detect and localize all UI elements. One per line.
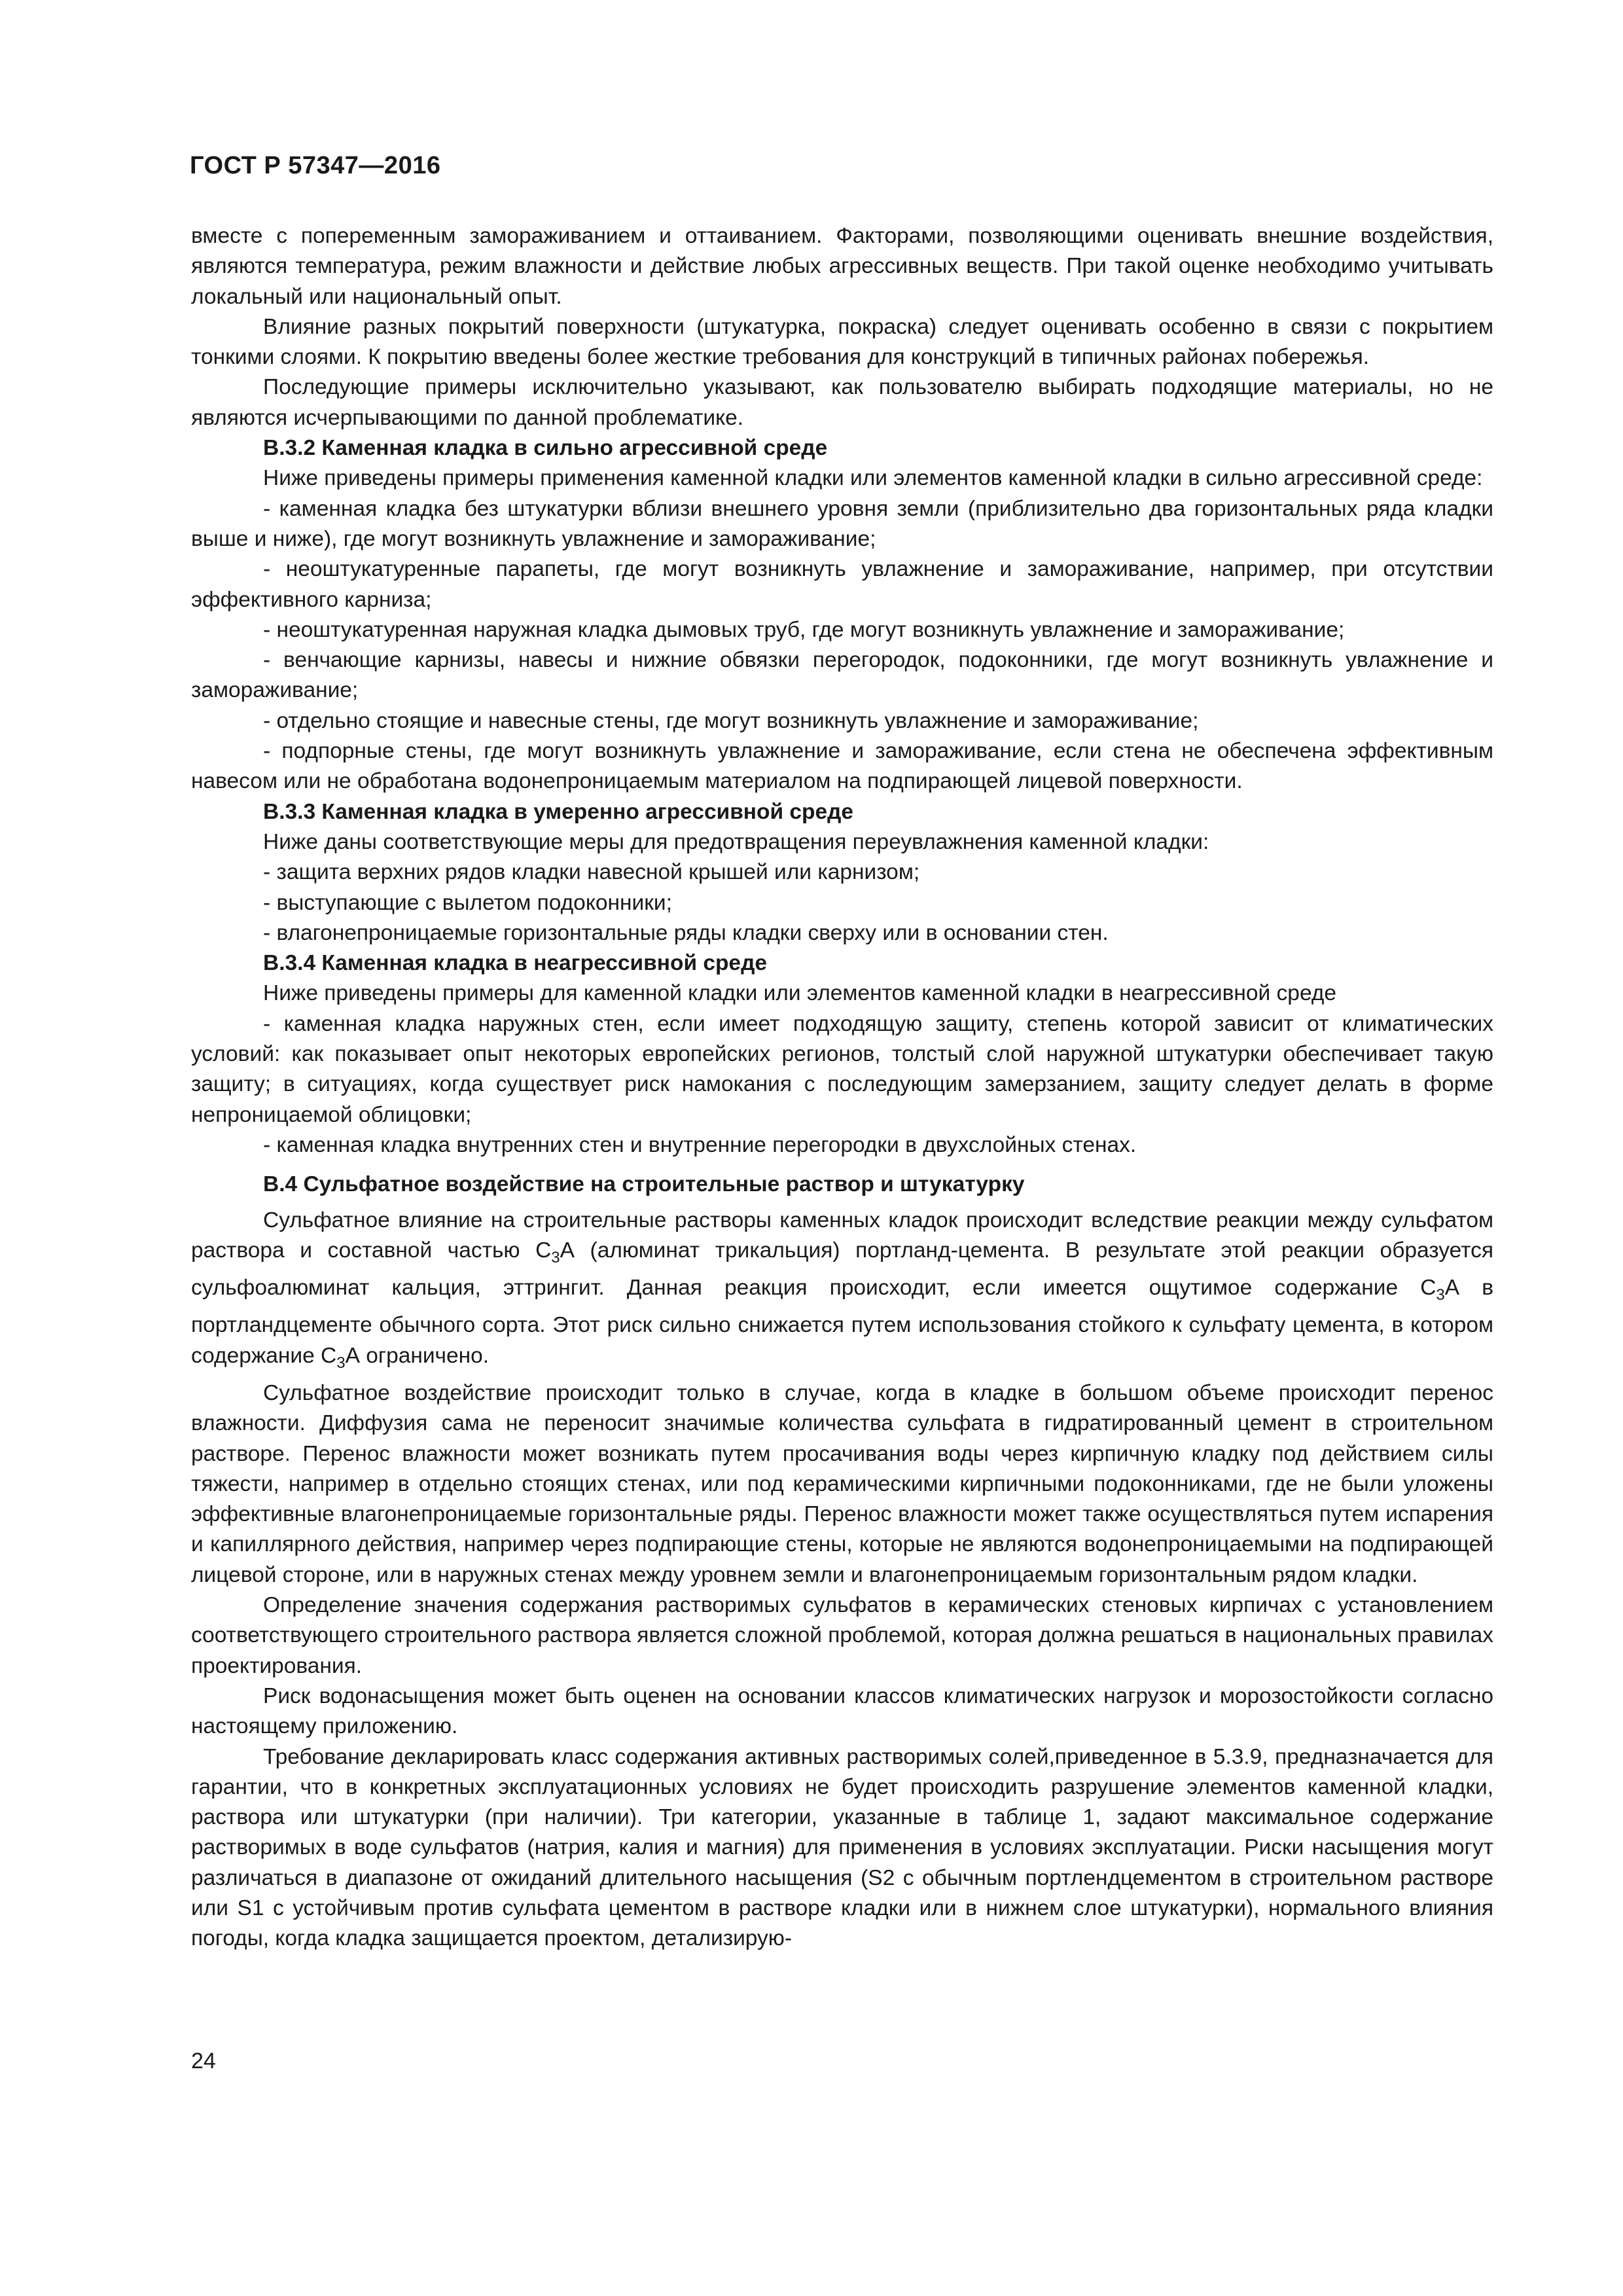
- subscript: 3: [1436, 1286, 1445, 1304]
- list-item: - каменная кладка без штукатурки вблизи внешнего уровня земли (приблизительно два горизонтальных ряда кладки выше и ниже), где могут возникнуть увлажнение и замораживание;: [191, 496, 1493, 551]
- page-number: 24: [191, 2049, 216, 2073]
- subscript: 3: [551, 1248, 560, 1266]
- list-item: - подпорные стены, где могут возникнуть увлажнение и замораживание, если стена не обеспечена эффективным навесом или не обработана водонепроницаемым материалом на подпирающей лицевой поверхности.: [191, 739, 1493, 794]
- paragraph: Ниже приведены примеры применения каменной кладки или элементов каменной кладки в сильно агрессивной среде:: [263, 466, 1483, 491]
- section-heading: В.3.4 Каменная кладка в неагрессивной среде: [263, 951, 767, 976]
- text-run: Сульфатное влияние на строительные растворы каменных кладок происходит вследствие реакции между сульфатом раствора и составной частью С: [191, 1208, 1493, 1263]
- list-item: - каменная кладка внутренних стен и внутренние перегородки в двухслойных стенах.: [263, 1132, 1137, 1157]
- text-run: А (алюминат трикальция) портланд-цемента. В результате этой реакции образуется сульфоалюминат кальция, эттрингит. Данная реакция происходит, если имеется ощутимое содержание С: [191, 1238, 1493, 1300]
- text-run: А в портландцементе обычного сорта. Этот риск сильно снижается путем использования стойкого к сульфату цемента, в котором содержание С: [191, 1276, 1493, 1368]
- list-item: - каменная кладка наружных стен, если имеет подходящую защиту, степень которой зависит от климатических условий: как показывает опыт некоторых европейских регионов, толстый слой наружной штукатурки обеспечивает такую защиту; в ситуациях, когда существует риск намокания с последующим замерзанием, защиту следует делать в форме непроницаемой облицовки;: [191, 1011, 1493, 1127]
- paragraph: Требование декларировать класс содержания активных растворимых солей,приведенное в 5.3.9, предназначается для гарантии, что в конкретных эксплуатационных условиях не будет происходить разрушение элементов каменной кладки, раствора или штукатурки (при наличии). Три категории, указанные в таблице 1, задают максимальное содержание растворимых в воде сульфатов (натрия, калия и магния) для применения в условиях эксплуатации. Риски насыщения могут различаться в диапазоне от ожиданий длительного насыщения (S2 с обычным портлендцементом в строительном растворе или S1 с устойчивым против сульфата цементом в растворе кладки или в нижнем слое штукатурки), нормального влияния погоды, когда кладка защищается проектом, детализирую-: [191, 1744, 1493, 1951]
- list-item: - отдельно стоящие и навесные стены, где могут возникнуть увлажнение и замораживание;: [263, 708, 1199, 733]
- paragraph: Определение значения содержания растворимых сульфатов в керамических стеновых кирпичах с установлением соответствующего строительного раствора является сложной проблемой, которая должна решаться в национальных правилах проектирования.: [191, 1593, 1494, 1678]
- paragraph: Риск водонасыщения может быть оценен на основании классов климатических нагрузок и морозостойкости согласно настоящему приложению.: [191, 1683, 1493, 1739]
- list-item: - неоштукатуренные парапеты, где могут возникнуть увлажнение и замораживание, например, при отсутствии эффективного карниза;: [191, 557, 1493, 612]
- paragraph: вместе с попеременным замораживанием и оттаиванием. Факторами, позволяющими оценивать внешние воздействия, являются температура, режим влажности и действие любых агрессивных веществ. При такой оценке необходимо учитывать локальный или национальный опыт.: [191, 224, 1493, 309]
- section-heading: В.4 Сульфатное воздействие на строительные раствор и штукатурку: [263, 1172, 1025, 1197]
- list-item: - неоштукатуренная наружная кладка дымовых труб, где могут возникнуть увлажнение и замораживание;: [263, 617, 1345, 642]
- paragraph: [191, 1206, 1493, 1378]
- list-item: - венчающие карнизы, навесы и нижние обвязки перегородок, подоконники, где могут возникнуть увлажнение и замораживание;: [191, 648, 1493, 703]
- document-header: ГОСТ Р 57347—2016: [190, 152, 441, 179]
- paragraph: Ниже приведены примеры для каменной кладки или элементов каменной кладки в неагрессивной среде: [263, 981, 1337, 1006]
- paragraph: Ниже даны соответствующие меры для предотвращения переувлажнения каменной кладки:: [263, 829, 1209, 854]
- list-item: - защита верхних рядов кладки навесной крышей или карнизом;: [263, 860, 920, 885]
- list-item: - выступающие с вылетом подоконники;: [263, 890, 672, 915]
- paragraph: Влияние разных покрытий поверхности (штукатурка, покраска) следует оценивать особенно в связи с покрытием тонкими слоями. К покрытию введены более жесткие требования для конструкций в типичных районах побережья.: [191, 314, 1493, 370]
- section-heading: В.3.2 Каменная кладка в сильно агрессивной среде: [263, 436, 828, 461]
- subscript: 3: [336, 1354, 346, 1372]
- section-heading: В.3.3 Каменная кладка в умеренно агрессивной среде: [263, 799, 854, 824]
- text-run: А ограничено.: [345, 1343, 490, 1368]
- document-body: [191, 221, 1493, 1954]
- paragraph: Сульфатное воздействие происходит только в случае, когда в кладке в большом объеме происходит перенос влажности. Диффузия сама не переносит значимые количества сульфата в гидратированный цемент в строительном растворе. Перенос влажности может возникать путем просачивания воды через кирпичную кладку под действием силы тяжести, например в отдельно стоящих стенах, или под керамическими кирпичными подоконниками, где не были уложены эффективные влагонепроницаемые горизонтальные ряды. Перенос влажности может также осуществляться путем испарения и капиллярного действия, например через подпирающие стены, которые не являются водонепроницаемыми на подпирающей лицевой стороне, или в наружных стенах между уровнем земли и влагонепроницаемым горизонтальным рядом кладки.: [191, 1380, 1493, 1587]
- paragraph: Последующие примеры исключительно указывают, как пользователю выбирать подходящие материалы, но не являются исчерпывающими по данной проблематике.: [191, 375, 1493, 430]
- list-item: - влагонепроницаемые горизонтальные ряды кладки сверху или в основании стен.: [263, 920, 1109, 945]
